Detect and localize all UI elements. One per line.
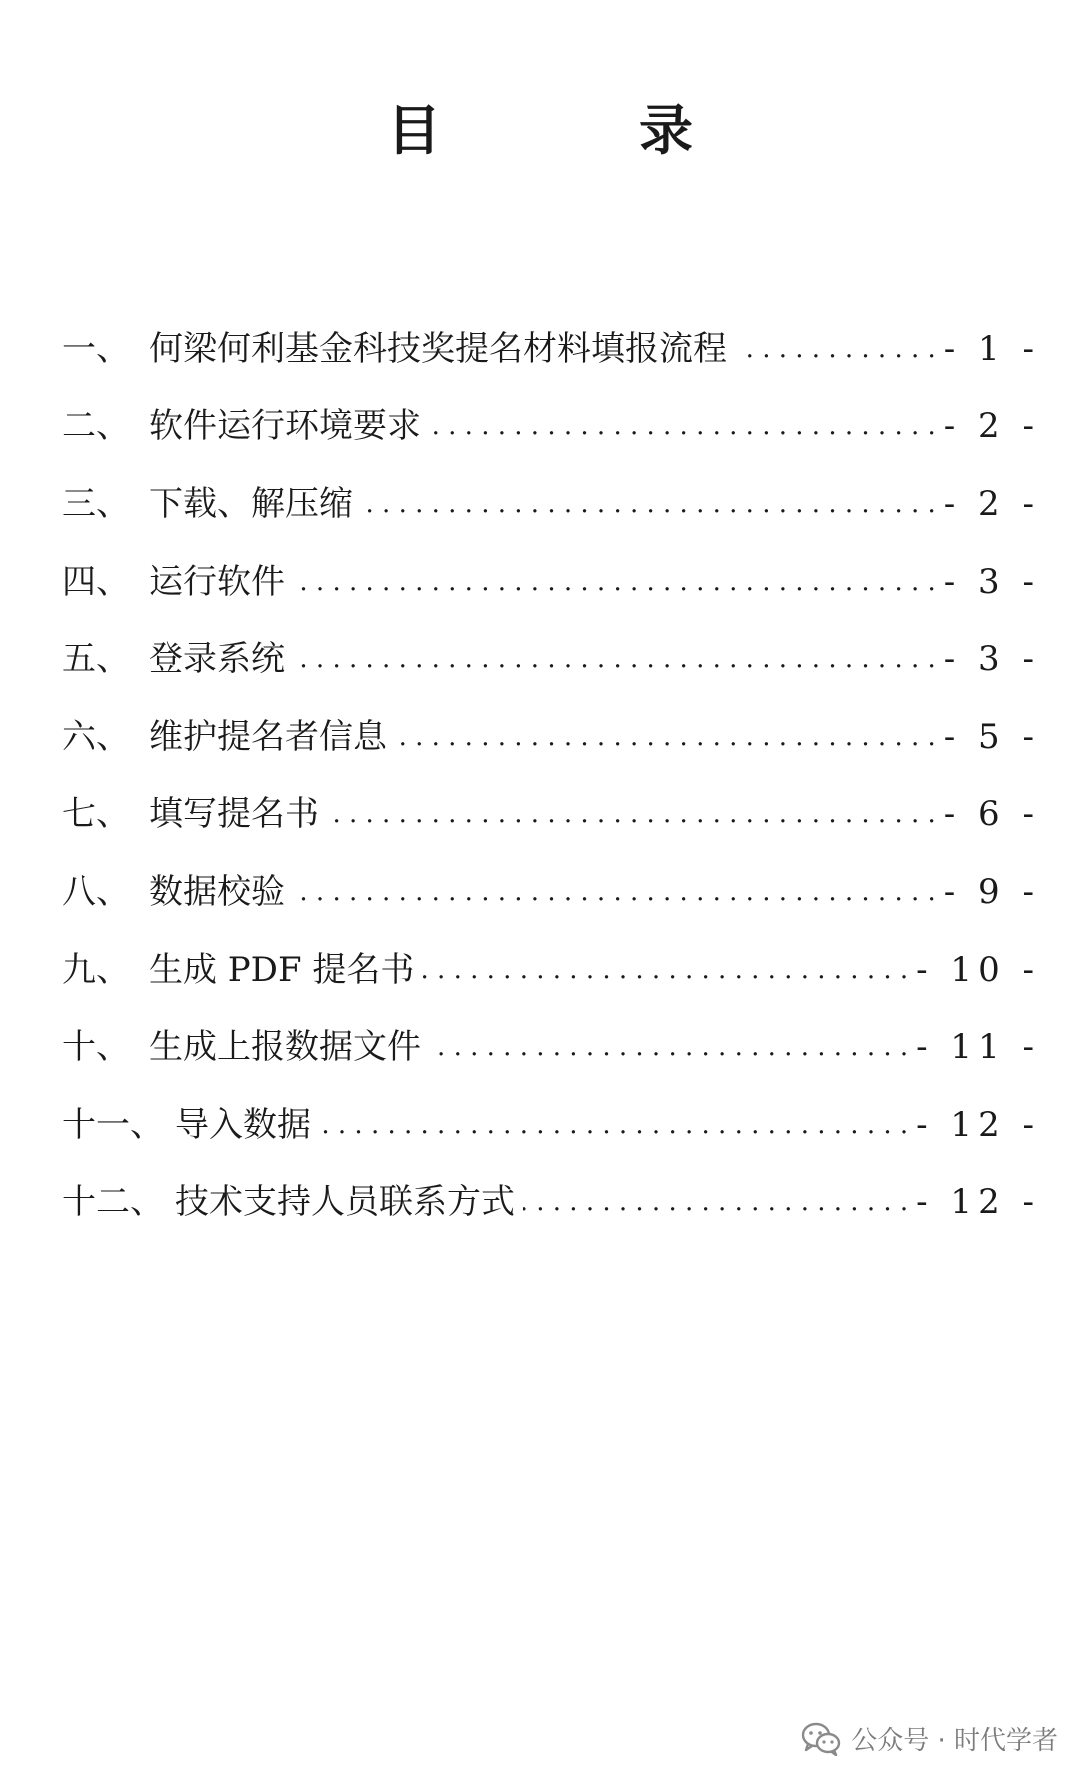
toc-leader-dots [319, 1105, 908, 1145]
toc-leader-dots [293, 639, 936, 679]
toc-entry[interactable] [62, 853, 1040, 931]
toc-label: 填写提名书 [149, 794, 319, 835]
toc-entry[interactable] [62, 310, 1040, 388]
toc-label: 生成上报数据文件 [149, 1027, 421, 1068]
toc-label: 维护提名者信息 [149, 716, 387, 757]
toc-leader-dots [293, 562, 936, 602]
toc-number: 七、 [62, 794, 130, 835]
toc-leader-dots [293, 872, 936, 912]
toc-entry[interactable] [62, 1086, 1040, 1164]
toc-entry[interactable] [62, 543, 1040, 621]
toc-leader-dots [429, 1027, 908, 1067]
toc-number: 二、 [62, 406, 130, 447]
toc-number: 五、 [62, 639, 130, 680]
toc-number: 四、 [62, 561, 130, 602]
toc-number: 九、 [62, 949, 130, 990]
toc-entry[interactable] [62, 1164, 1040, 1242]
toc-label: 运行软件 [149, 561, 285, 602]
toc-page-number: - 12 - [916, 1104, 1040, 1145]
page-title: 目 录 [387, 99, 765, 162]
watermark [801, 1720, 1058, 1757]
toc-label: 登录系统 [149, 639, 285, 680]
toc-page-number: - 2 - [943, 406, 1040, 447]
toc-label: 数据校验 [149, 871, 285, 912]
toc-page-number: - 2 - [943, 483, 1040, 524]
toc-leader-dots [429, 406, 936, 446]
toc-label: 何梁何利基金科技奖提名材料填报流程 [149, 328, 727, 369]
toc-entry[interactable] [62, 465, 1040, 543]
toc-page-number: - 6 - [943, 794, 1040, 835]
toc-entry[interactable] [62, 620, 1040, 698]
toc-page-number: - 10 - [916, 949, 1040, 990]
toc-number: 八、 [62, 871, 130, 912]
toc-page-number: - 3 - [943, 639, 1040, 680]
toc-number: 十、 [62, 1027, 130, 1068]
table-of-contents [62, 310, 1040, 1241]
wechat-icon [801, 1722, 841, 1756]
toc-entry[interactable] [62, 698, 1040, 776]
toc-leader-dots [395, 717, 936, 757]
toc-entry[interactable] [62, 1008, 1040, 1086]
toc-page-number: - 12 - [916, 1182, 1040, 1223]
toc-label: 生成 PDF 提名书 [149, 949, 415, 990]
toc-leader-dots [327, 794, 936, 834]
toc-leader-dots [523, 1182, 908, 1222]
toc-page-number: - 11 - [916, 1027, 1040, 1068]
toc-label: 软件运行环境要求 [149, 406, 421, 447]
toc-leader-dots [361, 484, 936, 524]
toc-entry[interactable] [62, 388, 1040, 466]
toc-number: 十一、 [62, 1104, 164, 1145]
toc-leader-dots [735, 329, 936, 369]
toc-page-number: - 1 - [943, 328, 1040, 369]
toc-number: 三、 [62, 483, 130, 524]
toc-number: 一、 [62, 328, 130, 369]
toc-label: 技术支持人员联系方式 [175, 1182, 515, 1223]
toc-page-number: - 5 - [943, 716, 1040, 757]
toc-entry[interactable] [62, 931, 1040, 1009]
watermark-text: 公众号 · 时代学者 [851, 1726, 1058, 1756]
toc-page-number: - 3 - [943, 561, 1040, 602]
toc-number: 六、 [62, 716, 130, 757]
toc-label: 下载、解压缩 [149, 483, 353, 524]
toc-page-number: - 9 - [943, 871, 1040, 912]
toc-leader-dots [422, 950, 908, 990]
toc-label: 导入数据 [175, 1104, 311, 1145]
toc-entry[interactable] [62, 776, 1040, 854]
toc-number: 十二、 [62, 1182, 164, 1223]
